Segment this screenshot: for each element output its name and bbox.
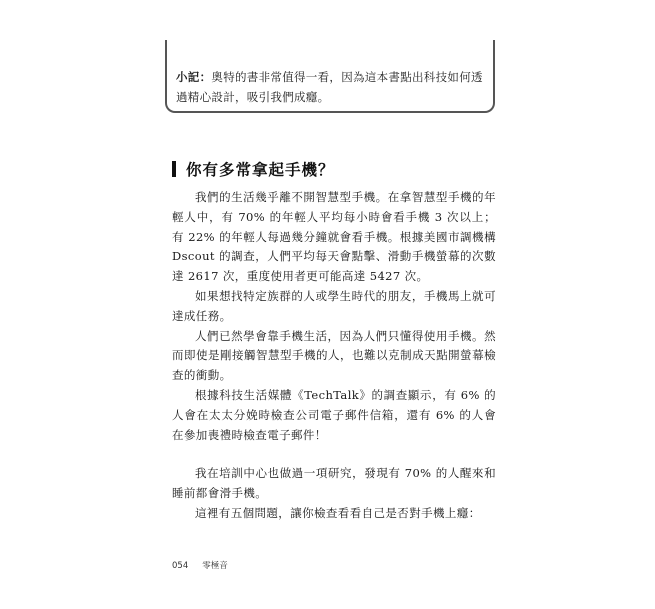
paragraph: 我們的生活幾乎離不開智慧型手機。在拿智慧型手機的年輕人中，有 70% 的年輕人平均每小時會看手機 3 次以上；有 22% 的年輕人每過幾分鐘就會看手機。根據美國市調機構 Dscout 的調查，人們平均每天會點擊、滑動手機螢幕的次數達 2617 次，重度使用者更可能高達 5427 次。 (172, 190, 496, 284)
paragraph: 根據科技生活媒體《TechTalk》的調查顯示，有 6% 的人會在太太分娩時檢查公司電子郵件信箱，還有 6% 的人會在參加喪禮時檢查電子郵件！ (172, 387, 496, 442)
book-title: 零極音 (202, 561, 228, 571)
page-footer (172, 559, 228, 571)
paragraph: 如果想找特定族群的人或學生時代的朋友，手機馬上就可達成任務。 (172, 288, 496, 323)
note-text (176, 67, 486, 107)
page-number: 054 (172, 561, 189, 571)
note-label: 小記： (176, 70, 212, 84)
paragraph: 我在培訓中心也做過一項研究，發現有 70% 的人醒來和睡前都會滑手機。 (172, 466, 496, 501)
paragraph: 這裡有五個問題，讓你檢查看看自己是否對手機上癮： (195, 505, 481, 520)
note-content: 奧特的書非常值得一看，因為這本書點出科技如何透過精心設計，吸引我們成癮。 (176, 70, 483, 104)
paragraph: 人們已然學會靠手機生活，因為人們只懂得使用手機。然而即使是剛接觸智慧型手機的人，也難以克制成天點開螢幕檢查的衝動。 (172, 328, 496, 383)
title-bar-marker (172, 161, 176, 177)
section-title (172, 158, 335, 180)
section-title-text: 你有多常拿起手機？ (186, 161, 335, 179)
body-text (172, 188, 496, 524)
